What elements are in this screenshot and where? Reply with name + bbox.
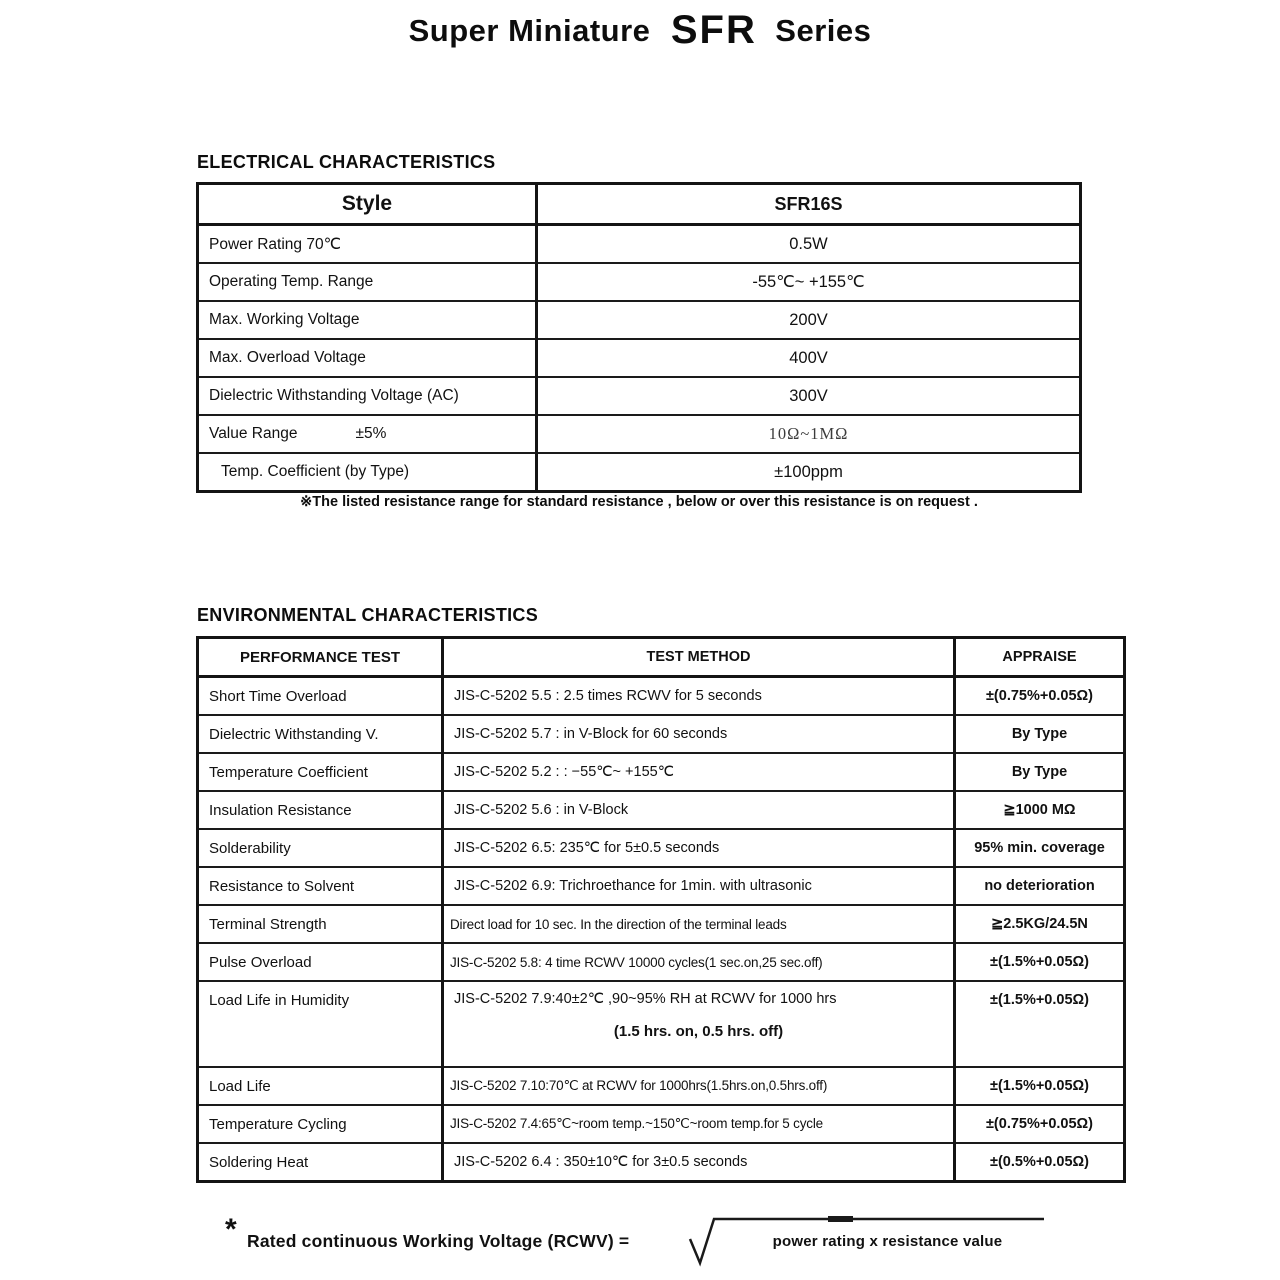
cell-method: Direct load for 10 sec. In the direction of the terminal leads <box>443 905 955 943</box>
row-value: 10Ω~1MΩ <box>537 415 1081 453</box>
page-title <box>0 8 1280 53</box>
cell-test: Insulation Resistance <box>198 791 443 829</box>
title-suffix: Series <box>775 13 872 48</box>
cell-test: Dielectric Withstanding V. <box>198 715 443 753</box>
cell-test: Load Life <box>198 1067 443 1105</box>
cell-test: Load Life in Humidity <box>198 981 443 1067</box>
row-value: 0.5W <box>537 225 1081 264</box>
formula-label: Rated continuous Working Voltage (RCWV) = <box>247 1231 630 1251</box>
table-row <box>198 1143 1125 1182</box>
row-label: Temp. Coefficient (by Type) <box>198 453 537 492</box>
method-line-2: (1.5 hrs. on, 0.5 hrs. off) <box>613 1023 784 1040</box>
row-value: -55℃~ +155℃ <box>537 263 1081 301</box>
row-label: Dielectric Withstanding Voltage (AC) <box>198 377 537 415</box>
cell-appraise: ≧2.5KG/24.5N <box>955 905 1125 943</box>
cell-appraise: ±(1.5%+0.05Ω) <box>955 981 1125 1067</box>
column-header-test-method: TEST METHOD <box>443 638 955 677</box>
column-header-style: Style <box>198 184 537 225</box>
table-header-row <box>198 638 1125 677</box>
cell-method <box>443 981 955 1067</box>
table-row <box>198 829 1125 867</box>
cell-test: Terminal Strength <box>198 905 443 943</box>
row-label: Power Rating 70℃ <box>198 225 537 264</box>
row-label: Operating Temp. Range <box>198 263 537 301</box>
column-header-model: SFR16S <box>537 184 1081 225</box>
resistance-range-footnote: ※The listed resistance range for standard resistance , below or over this resistance is on request . <box>300 494 978 510</box>
cell-test: Temperature Coefficient <box>198 753 443 791</box>
row-value: 300V <box>537 377 1081 415</box>
table-row <box>198 905 1125 943</box>
table-row <box>198 943 1125 981</box>
cell-method: JIS-C-5202 7.10:70℃ at RCWV for 1000hrs(1.5hrs.on,0.5hrs.off) <box>443 1067 955 1105</box>
row-value: 400V <box>537 339 1081 377</box>
cell-method: JIS-C-5202 6.5: 235℃ for 5±0.5 seconds <box>443 829 955 867</box>
table-row <box>198 225 1081 264</box>
environmental-section-heading: ENVIRONMENTAL CHARACTERISTICS <box>197 605 539 625</box>
table-row <box>198 677 1125 716</box>
table-row <box>198 753 1125 791</box>
table-row <box>198 415 1081 453</box>
row-label-tolerance: ±5% <box>355 425 387 442</box>
column-header-performance-test: PERFORMANCE TEST <box>198 638 443 677</box>
cell-test: Short Time Overload <box>198 677 443 716</box>
table-row <box>198 981 1125 1067</box>
cell-method: JIS-C-5202 6.4 : 350±10℃ for 3±0.5 seconds <box>443 1143 955 1182</box>
cell-appraise: ±(0.75%+0.05Ω) <box>955 677 1125 716</box>
cell-test: Soldering Heat <box>198 1143 443 1182</box>
rcwv-formula <box>0 1205 1280 1275</box>
cell-appraise: By Type <box>955 715 1125 753</box>
cell-method: JIS-C-5202 5.8: 4 time RCWV 10000 cycles(1 sec.on,25 sec.off) <box>443 943 955 981</box>
environmental-characteristics-table <box>196 636 1126 1183</box>
cell-method: JIS-C-5202 5.5 : 2.5 times RCWV for 5 seconds <box>443 677 955 716</box>
cell-appraise: ±(0.5%+0.05Ω) <box>955 1143 1125 1182</box>
electrical-section-heading: ELECTRICAL CHARACTERISTICS <box>197 152 496 172</box>
cell-appraise: no deterioration <box>955 867 1125 905</box>
method-line-1: JIS-C-5202 7.9:40±2℃ ,90~95% RH at RCWV for 1000 hrs <box>454 991 837 1007</box>
cell-appraise: By Type <box>955 753 1125 791</box>
cell-method: JIS-C-5202 7.4:65℃~room temp.~150℃~room temp.for 5 cycle <box>443 1105 955 1143</box>
cell-test: Solderability <box>198 829 443 867</box>
table-row <box>198 339 1081 377</box>
row-label: Max. Working Voltage <box>198 301 537 339</box>
cell-method: JIS-C-5202 5.2 : : −55℃~ +155℃ <box>443 753 955 791</box>
row-value: 200V <box>537 301 1081 339</box>
cell-appraise: ±(1.5%+0.05Ω) <box>955 1067 1125 1105</box>
table-header-row <box>198 184 1081 225</box>
cell-method: JIS-C-5202 5.7 : in V-Block for 60 seconds <box>443 715 955 753</box>
title-prefix: Super Miniature <box>408 13 651 48</box>
table-row <box>198 1105 1125 1143</box>
cell-method: JIS-C-5202 6.9: Trichroethance for 1min. with ultrasonic <box>443 867 955 905</box>
asterisk-marker: * <box>225 1213 237 1246</box>
cell-appraise: ±(0.75%+0.05Ω) <box>955 1105 1125 1143</box>
cell-appraise: ±(1.5%+0.05Ω) <box>955 943 1125 981</box>
formula-radicand: power rating x resistance value <box>772 1233 1003 1250</box>
column-header-appraise: APPRAISE <box>955 638 1125 677</box>
table-row <box>198 1067 1125 1105</box>
row-label-text: Value Range <box>209 425 298 442</box>
cell-appraise: ≧1000 MΩ <box>955 791 1125 829</box>
row-label: Max. Overload Voltage <box>198 339 537 377</box>
table-row <box>198 263 1081 301</box>
table-row <box>198 791 1125 829</box>
table-row <box>198 867 1125 905</box>
cell-test: Resistance to Solvent <box>198 867 443 905</box>
row-value: ±100ppm <box>537 453 1081 492</box>
table-row <box>198 453 1081 492</box>
electrical-characteristics-table <box>196 182 1082 493</box>
cell-test: Pulse Overload <box>198 943 443 981</box>
table-row <box>198 715 1125 753</box>
table-row <box>198 377 1081 415</box>
title-brand: SFR <box>670 8 757 52</box>
cell-test: Temperature Cycling <box>198 1105 443 1143</box>
cell-appraise: 95% min. coverage <box>955 829 1125 867</box>
row-label <box>198 415 537 453</box>
cell-method: JIS-C-5202 5.6 : in V-Block <box>443 791 955 829</box>
table-row <box>198 301 1081 339</box>
